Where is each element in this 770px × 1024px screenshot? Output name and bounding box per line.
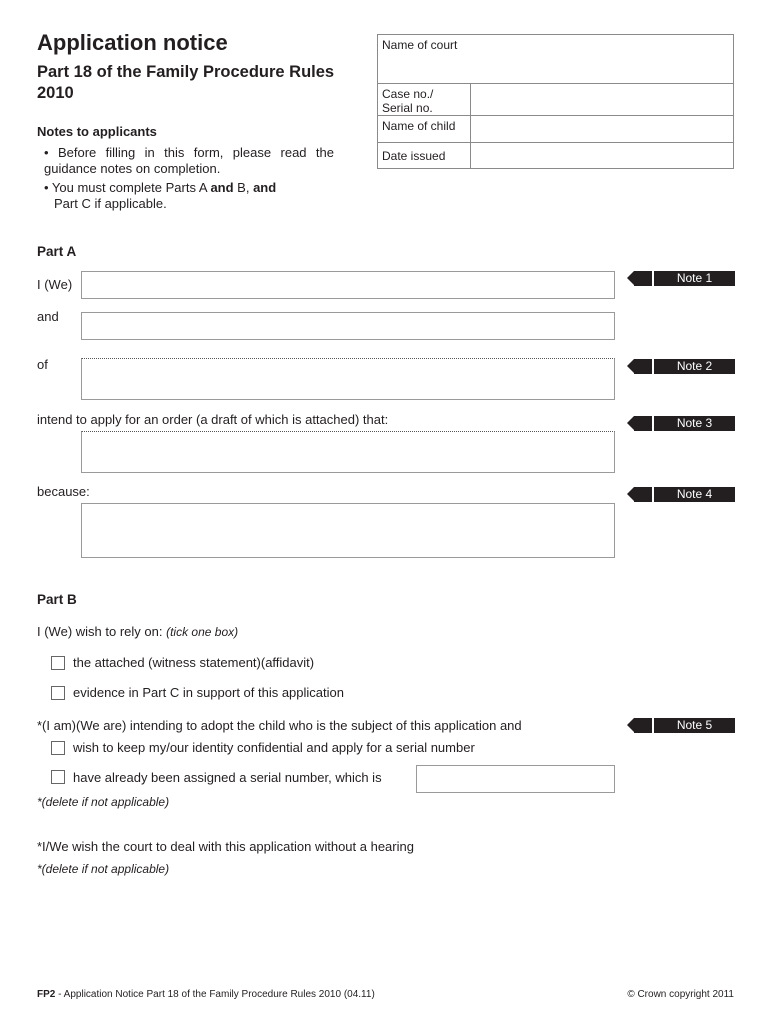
option-confidential-label: wish to keep my/our identity confidential and apply for a serial number <box>73 740 475 755</box>
option-part-c-checkbox[interactable] <box>51 686 65 700</box>
i-we-label: I (We) <box>37 277 73 292</box>
second-applicant-field[interactable] <box>81 312 615 340</box>
footer-form-reference: FP2 - Application Notice Part 18 of the Family Procedure Rules 2010 (04.11) <box>37 989 375 1000</box>
delete-note-2: *(delete if not applicable) <box>37 862 170 876</box>
court-info-table <box>377 34 734 169</box>
serial-number-field[interactable] <box>416 765 615 793</box>
of-label: of <box>37 357 48 372</box>
intend-label: intend to apply for an order (a draft of which is attached) that: <box>37 412 389 427</box>
address-field[interactable] <box>81 358 615 400</box>
note-3-tag: Note 3 <box>627 416 735 431</box>
and-label: and <box>37 309 59 324</box>
applicant-name-field[interactable] <box>81 271 615 299</box>
page-subtitle: Part 18 of the Family Procedure Rules 2010 <box>37 63 335 102</box>
date-issued-label: Date issued <box>378 143 471 169</box>
rely-label: I (We) wish to rely on: (tick one box) <box>37 624 239 639</box>
name-of-child-label: Name of child <box>378 116 471 143</box>
case-no-field[interactable] <box>471 84 734 116</box>
note-2-tag: Note 2 <box>627 359 735 374</box>
option-witness-statement-checkbox[interactable] <box>51 656 65 670</box>
notes-bullet-2: • You must complete Parts A and B, and Part C if applicable. <box>44 180 277 211</box>
name-of-child-field[interactable] <box>471 116 734 143</box>
hearing-label: *I/We wish the court to deal with this application without a hearing <box>37 839 414 854</box>
notes-heading: Notes to applicants <box>37 124 157 139</box>
notes-bullet-1: • Before filling in this form, please read the guidance notes on completion. <box>44 145 334 176</box>
part-a-heading: Part A <box>37 244 77 259</box>
note-4-tag: Note 4 <box>627 487 735 502</box>
delete-note-1: *(delete if not applicable) <box>37 795 170 809</box>
date-issued-field[interactable] <box>471 143 734 169</box>
reason-field[interactable] <box>81 503 615 558</box>
adopt-label: *(I am)(We are) intending to adopt the child who is the subject of this application and <box>37 718 522 733</box>
order-field[interactable] <box>81 431 615 473</box>
name-of-court-field[interactable]: Name of court <box>378 35 734 84</box>
page-title: Application notice <box>37 30 228 55</box>
because-label: because: <box>37 484 90 499</box>
option-part-c-label: evidence in Part C in support of this application <box>73 685 344 700</box>
footer-copyright: © Crown copyright 2011 <box>627 989 734 1000</box>
option-serial-assigned-label: have already been assigned a serial number, which is <box>73 770 382 785</box>
option-witness-statement-label: the attached (witness statement)(affidavit) <box>73 655 315 670</box>
note-1-tag: Note 1 <box>627 271 735 286</box>
note-5-tag: Note 5 <box>627 718 735 733</box>
option-serial-assigned-checkbox[interactable] <box>51 770 65 784</box>
option-confidential-checkbox[interactable] <box>51 741 65 755</box>
case-no-label: Case no./ Serial no. <box>378 84 471 116</box>
part-b-heading: Part B <box>37 592 77 607</box>
